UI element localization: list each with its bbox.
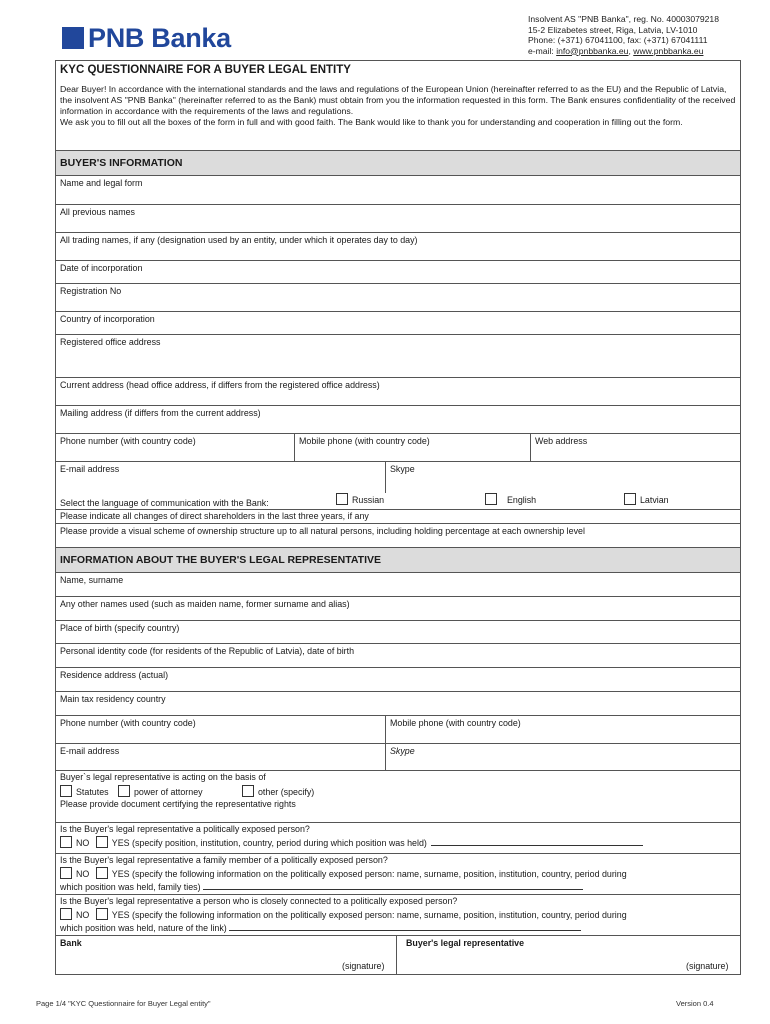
pep-yes-checkbox[interactable] bbox=[96, 836, 108, 848]
close-yes-label: YES (specify the following information on the politically exposed person: name, surname, position, institution, country, period during bbox=[111, 910, 627, 920]
pep-answer-line[interactable] bbox=[431, 837, 643, 846]
family-yes-option[interactable] bbox=[96, 869, 627, 879]
rep-email-skype-row bbox=[56, 743, 740, 770]
close-no-checkbox[interactable] bbox=[60, 908, 72, 920]
registration-no-field[interactable]: Registration No bbox=[56, 283, 740, 311]
bank-info-line: 15-2 Elizabetes street, Riga, Latvia, LV-1010 bbox=[528, 24, 698, 35]
poa-checkbox[interactable] bbox=[118, 785, 130, 797]
latvian-label: Latvian bbox=[640, 495, 669, 505]
rep-signature-field[interactable]: (signature) bbox=[686, 961, 729, 971]
separator: , bbox=[628, 45, 634, 56]
rep-birthplace-field[interactable]: Place of birth (specify country) bbox=[56, 620, 740, 643]
no-label: NO bbox=[76, 910, 90, 920]
logo-text: PNB Banka bbox=[88, 23, 231, 53]
close-answer-line[interactable] bbox=[229, 922, 581, 931]
pnb-logo bbox=[62, 23, 231, 53]
poa-label: power of attorney bbox=[134, 787, 203, 797]
russian-checkbox[interactable] bbox=[336, 493, 348, 505]
no-label: NO bbox=[76, 869, 90, 879]
other-label: other (specify) bbox=[258, 787, 315, 797]
pep-answer-row bbox=[56, 835, 740, 853]
mobile-field[interactable]: Mobile phone (with country code) bbox=[294, 434, 530, 461]
lang-russian-option[interactable] bbox=[336, 493, 384, 505]
english-checkbox[interactable] bbox=[485, 493, 497, 505]
lang-english-option[interactable] bbox=[485, 493, 536, 505]
rep-personal-code-field[interactable]: Personal identity code (for residents of the Republic of Latvia), date of birth bbox=[56, 643, 740, 667]
close-yes-label-cont: which position was held, nature of the link) bbox=[60, 923, 227, 933]
email-skype-row bbox=[56, 461, 740, 493]
representative-section-heading: INFORMATION ABOUT THE BUYER'S LEGAL REPRESENTATIVE bbox=[56, 547, 740, 572]
family-yes-checkbox[interactable] bbox=[96, 867, 108, 879]
intro-paragraph: Dear Buyer! In accordance with the international standards and the laws and regulations of the European Union (hereinafter referred to as the EU) and the Republic of Latvia, the insolvent AS "PNB Banka" (hereinafter referred to as the Bank) must obtain from you the information requested in this form. The Bank ensures confidentiality of the received information in accordance with the requirements of the laws and regulations. bbox=[60, 84, 736, 116]
rep-tax-country-field[interactable]: Main tax residency country bbox=[56, 691, 740, 715]
rep-phone-field[interactable]: Phone number (with country code) bbox=[60, 718, 196, 728]
basis-options bbox=[56, 784, 740, 798]
current-address-field[interactable]: Current address (head office address, if differs from the registered office address) bbox=[56, 377, 740, 405]
rep-other-names-field[interactable]: Any other names used (such as maiden name, former surname and alias) bbox=[56, 596, 740, 620]
other-basis-option[interactable] bbox=[242, 785, 314, 797]
family-answer-row bbox=[56, 866, 740, 894]
family-no-option[interactable] bbox=[60, 869, 89, 879]
other-checkbox[interactable] bbox=[242, 785, 254, 797]
contact-row bbox=[56, 433, 740, 461]
bank-info-line: Phone: (+371) 67041100, fax: (+371) 67041111 bbox=[528, 35, 708, 45]
statutes-label: Statutes bbox=[76, 787, 109, 797]
previous-names-field[interactable]: All previous names bbox=[56, 204, 740, 232]
family-question: Is the Buyer's legal representative a family member of a politically exposed person? bbox=[56, 853, 740, 866]
family-no-checkbox[interactable] bbox=[60, 867, 72, 879]
bank-info-line: Insolvent AS "PNB Banka", reg. No. 40003079218 bbox=[528, 14, 719, 24]
pep-yes-option[interactable] bbox=[96, 838, 427, 848]
registered-address-field[interactable]: Registered office address bbox=[56, 334, 740, 377]
date-incorporation-field[interactable]: Date of incorporation bbox=[56, 260, 740, 283]
basis-prompt: Buyer`s legal representative is acting on the basis of bbox=[56, 770, 740, 784]
pep-no-checkbox[interactable] bbox=[60, 836, 72, 848]
poa-option[interactable] bbox=[118, 785, 203, 797]
intro-paragraph: We ask you to fill out all the boxes of the form in full and with good faith. The Bank would like to thank you for understanding and cooperation in filling out the form. bbox=[60, 117, 683, 127]
kyc-form bbox=[55, 60, 741, 975]
intro-text bbox=[56, 80, 740, 150]
rep-signature-label: Buyer's legal representative bbox=[406, 938, 525, 948]
shareholder-changes-field[interactable]: Please indicate all changes of direct shareholders in the last three years, if any bbox=[56, 509, 740, 523]
mailing-address-field[interactable]: Mailing address (if differs from the current address) bbox=[56, 405, 740, 433]
rep-contact-row bbox=[56, 715, 740, 743]
close-question: Is the Buyer's legal representative a person who is closely connected to a politically exposed person? bbox=[56, 894, 740, 907]
skype-field[interactable]: Skype bbox=[385, 462, 740, 493]
email-field[interactable]: E-mail address bbox=[60, 464, 120, 474]
close-answer-row bbox=[56, 907, 740, 935]
basis-document-note: Please provide document certifying the representative rights bbox=[60, 799, 296, 809]
english-label: English bbox=[507, 495, 537, 505]
rep-mobile-field[interactable]: Mobile phone (with country code) bbox=[385, 716, 740, 743]
rep-email-field[interactable]: E-mail address bbox=[60, 746, 120, 756]
signature-divider bbox=[396, 936, 397, 974]
page-footer: Page 1/4 "KYC Questionnaire for Buyer Legal entity" bbox=[36, 999, 211, 1008]
bank-info-line bbox=[528, 46, 719, 57]
no-label: NO bbox=[76, 838, 90, 848]
email-link[interactable]: info@pnbbanka.eu bbox=[556, 45, 629, 56]
rep-residence-field[interactable]: Residence address (actual) bbox=[56, 667, 740, 691]
country-incorporation-field[interactable]: Country of incorporation bbox=[56, 311, 740, 334]
statutes-option[interactable] bbox=[60, 787, 109, 797]
statutes-checkbox[interactable] bbox=[60, 785, 72, 797]
web-link[interactable]: www.pnbbanka.eu bbox=[633, 45, 704, 56]
form-title: KYC QUESTIONNAIRE FOR A BUYER LEGAL ENTITY bbox=[60, 64, 351, 76]
bank-contact-info bbox=[528, 14, 719, 56]
close-yes-checkbox[interactable] bbox=[96, 908, 108, 920]
phone-field[interactable]: Phone number (with country code) bbox=[60, 436, 196, 446]
pep-yes-label: YES (specify position, institution, country, period during which position was held) bbox=[111, 838, 427, 848]
family-yes-label: YES (specify the following information on the politically exposed person: name, surname, position, institution, country, period during bbox=[111, 869, 627, 879]
family-answer-line[interactable] bbox=[203, 881, 583, 890]
pep-no-option[interactable] bbox=[60, 838, 89, 848]
ownership-scheme-field[interactable]: Please provide a visual scheme of ownership structure up to all natural persons, including holding percentage at each ownership level bbox=[56, 523, 740, 547]
rep-skype-field[interactable]: Skype bbox=[385, 744, 740, 770]
language-row bbox=[56, 493, 740, 509]
family-yes-label-cont: which position was held, family ties) bbox=[60, 882, 201, 892]
bank-signature-label: Bank bbox=[60, 938, 82, 948]
trading-names-field[interactable]: All trading names, if any (designation used by an entity, under which it operates day to day) bbox=[56, 232, 740, 260]
close-no-option[interactable] bbox=[60, 910, 89, 920]
name-legal-form-field[interactable]: Name and legal form bbox=[56, 175, 740, 204]
pep-question: Is the Buyer's legal representative a politically exposed person? bbox=[56, 822, 740, 835]
email-prefix: e-mail: bbox=[528, 45, 557, 56]
logo-square-icon bbox=[62, 27, 84, 49]
rep-name-field[interactable]: Name, surname bbox=[56, 572, 740, 596]
signature-row bbox=[56, 935, 740, 974]
latvian-checkbox[interactable] bbox=[624, 493, 636, 505]
russian-label: Russian bbox=[352, 495, 385, 505]
web-address-field[interactable]: Web address bbox=[530, 434, 740, 461]
buyer-section-heading: BUYER'S INFORMATION bbox=[56, 150, 740, 175]
language-prompt: Select the language of communication with the Bank: bbox=[60, 498, 269, 508]
lang-latvian-option[interactable] bbox=[624, 493, 669, 505]
bank-signature-field[interactable]: (signature) bbox=[342, 961, 385, 971]
version-label: Version 0.4 bbox=[676, 999, 714, 1008]
close-yes-option[interactable] bbox=[96, 910, 627, 920]
